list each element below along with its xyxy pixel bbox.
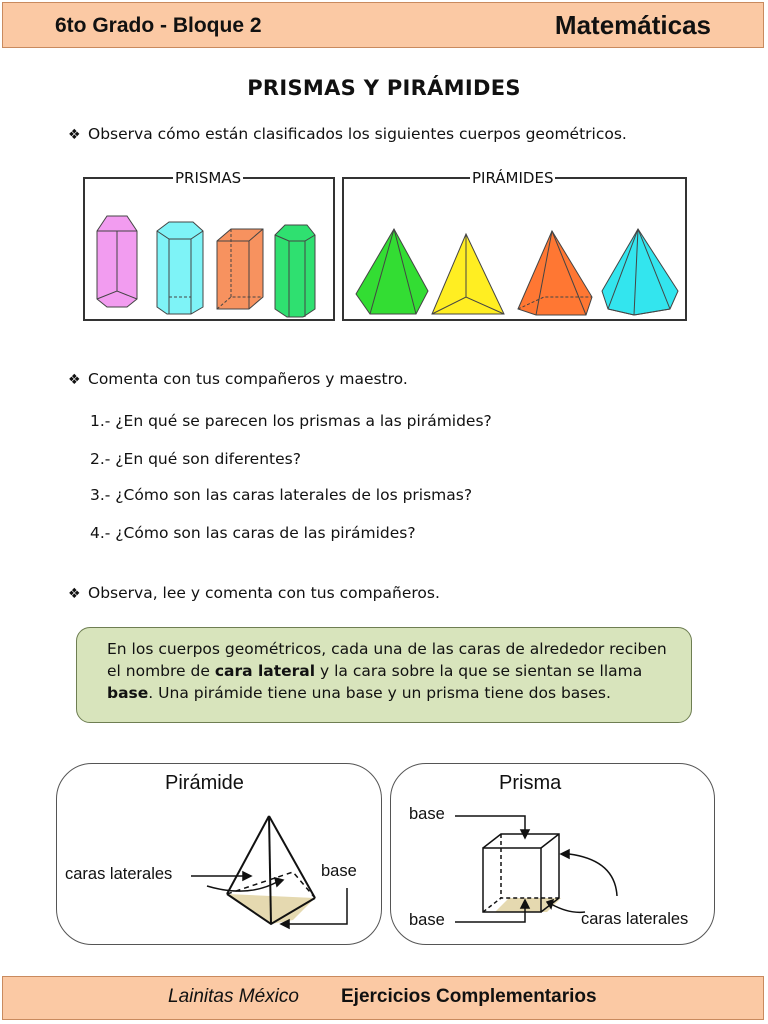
diamond-bullet-icon: ❖ [68, 127, 81, 143]
footer-series: Ejercicios Complementarios [341, 986, 597, 1007]
term-cara-lateral: cara lateral [214, 662, 316, 680]
pyramid-panel-title: Pirámide [165, 772, 244, 794]
instruction-read: ❖ Observa, lee y comenta con tus compañeros. [68, 584, 440, 602]
question-4: 4.- ¿Cómo son las caras de las pirámides? [90, 524, 416, 542]
subject-title: Matemáticas [554, 10, 711, 40]
instruction-observe: ❖ Observa cómo están clasificados los siguientes cuerpos geométricos. [68, 125, 627, 143]
question-3: 3.- ¿Cómo son las caras laterales de los prismas? [90, 486, 473, 504]
prism-top-base-label: base [409, 805, 445, 823]
prism-lateral-faces-label: caras laterales [581, 910, 689, 928]
question-1: 1.- ¿En qué se parecen los prismas a las pirámides? [90, 412, 492, 430]
page-title: PRISMAS Y PIRÁMIDES [247, 76, 521, 100]
diamond-bullet-icon: ❖ [68, 372, 81, 388]
prisms-label: PRISMAS [175, 169, 242, 187]
pyramid-diagram [57, 764, 381, 944]
hexagonal-prism-cyan-icon [157, 222, 203, 314]
triangular-pyramid-yellow-icon [432, 234, 504, 314]
footer-author: Lainitas México [168, 986, 299, 1007]
header-band [2, 2, 764, 48]
instruction-discuss: ❖ Comenta con tus compañeros y maestro. [68, 370, 408, 388]
hexagonal-prism-pink-icon [97, 216, 137, 307]
pentagonal-pyramid-green-icon [356, 229, 428, 314]
prisms-box [83, 169, 335, 321]
prisms-illustration [85, 179, 333, 319]
term-base: base [107, 684, 149, 702]
definition-note: En los cuerpos geométricos, cada una de las caras de alrededor reciben el nombre de cara lateral y la cara sobre la que se sientan se llama base. Una pirámide tiene una base y un prisma tiene dos bases. [76, 627, 692, 723]
pentagonal-prism-green-icon [275, 225, 315, 317]
square-pyramid-orange-icon [518, 231, 592, 315]
pyramids-illustration [344, 179, 685, 319]
pyramids-label: PIRÁMIDES [472, 169, 554, 187]
prism-bottom-base-label: base [409, 911, 445, 929]
footer-band [2, 976, 764, 1020]
pyramid-lateral-faces-label: caras laterales [65, 865, 173, 883]
hexagonal-pyramid-cyan-icon [602, 229, 678, 315]
pyramids-box [342, 169, 687, 321]
grade-block-title: 6to Grado - Bloque 2 [55, 14, 262, 37]
question-2: 2.- ¿En qué son diferentes? [90, 450, 301, 468]
rectangular-prism-orange-icon [217, 229, 263, 309]
pyramid-panel [56, 763, 382, 945]
pyramid-base-label: base [321, 862, 357, 880]
prism-panel [390, 763, 715, 945]
diamond-bullet-icon: ❖ [68, 586, 81, 602]
prism-panel-title: Prisma [499, 772, 562, 794]
